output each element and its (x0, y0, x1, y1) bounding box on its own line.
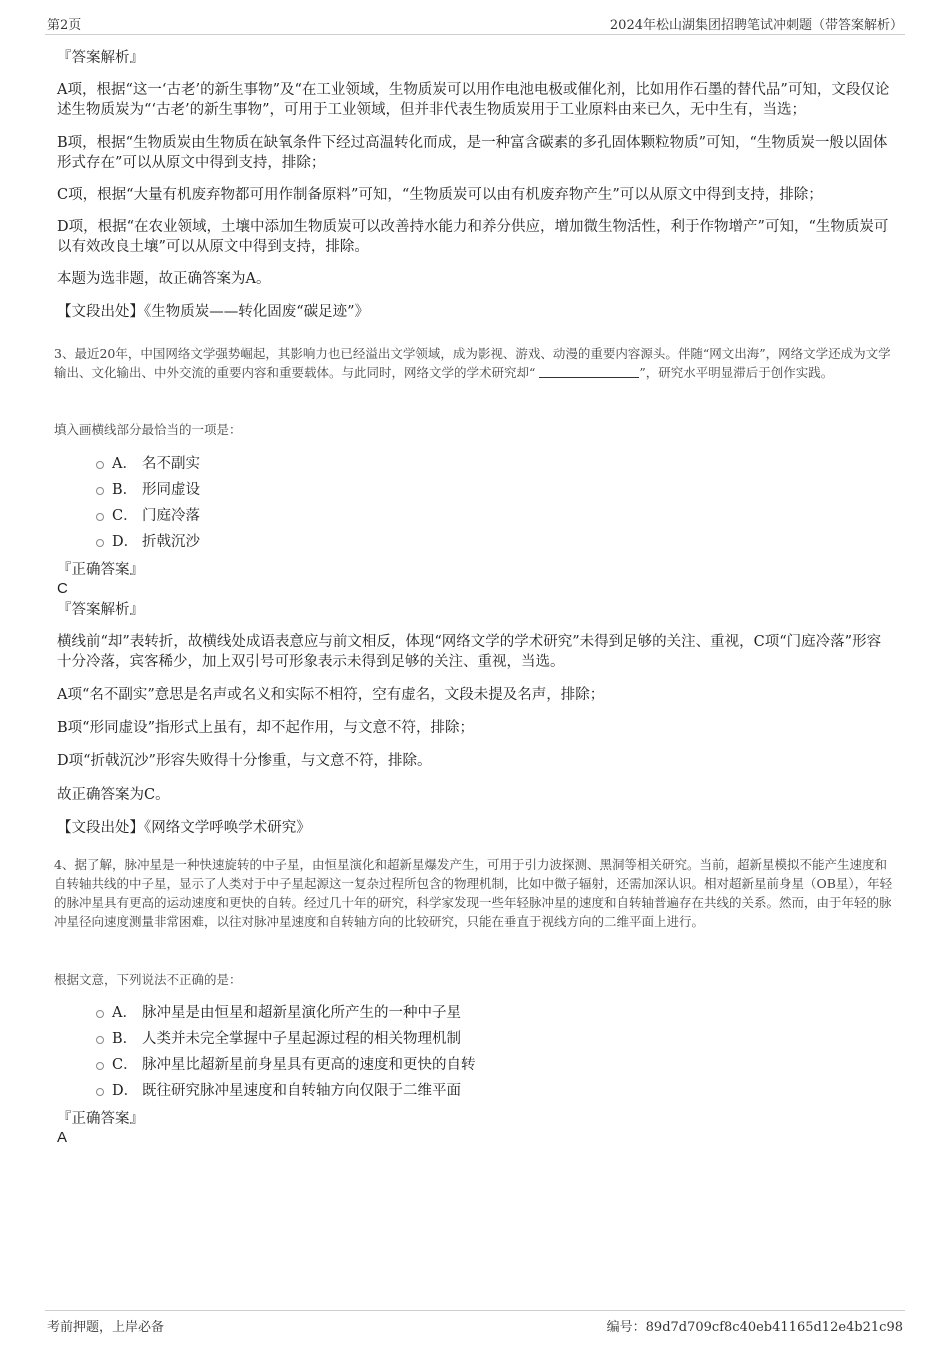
option-letter: D． (112, 534, 139, 550)
q2-analysis-a: A项，根据“这一‘古老’的新生事物”及“在工业领域，生物质炭可以用作电池电极或催化剂，比如用作石墨的替代品”可知，文段仅论述生物质炭为“‘古老’的新生事物”，可用于工业领域，但并非代表生物质炭用于工业原料由来已久，无中生有，当选； (57, 82, 890, 118)
option-letter: D． (112, 1083, 139, 1099)
q4-option-b[interactable] (96, 1029, 461, 1049)
q4-stem: 4、据了解，脉冲星是一种快速旋转的中子星，由恒星演化和超新星爆发产生，可用于引力波探测、黑洞等相关研究。当前，超新星模拟不能产生速度和自转轴共线的中子星，显示了人类对于中子星起源这一复杂过程所包含的物理机制，比如中微子辐射，还需加深认识。相对超新星前身星（OB星），年轻的脉冲星具有更高的运动速度和更快的自转。经过几十年的研究，科学家发现一些年轻脉冲星的速度和自转轴普遍存在共线的关系。然而，由于年轻的脉冲星径向速度测量非常困难，以往对脉冲星速度和自转轴方向的比较研究，只能在垂直于视线方向的二维平面上进行。 (54, 857, 893, 929)
option-letter: C． (112, 508, 138, 524)
page-number: 第2页 (47, 18, 82, 33)
q2-analysis-tag: 『答案解析』 (57, 50, 144, 66)
radio-icon[interactable] (96, 513, 104, 521)
q4-answer: A (57, 1129, 68, 1146)
q2-conclusion: 本题为选非题，故正确答案为A。 (57, 271, 271, 287)
document-title: 2024年松山湖集团招聘笔试冲刺题（带答案解析） (609, 18, 903, 33)
option-text: 脉冲星是由恒星和超新星演化所产生的一种中子星 (142, 1005, 461, 1021)
option-text: 折戟沉沙 (142, 534, 200, 550)
q3-option-b[interactable] (96, 480, 200, 500)
option-letter: B． (112, 1031, 138, 1047)
q3-analysis-d: D项“折戟沉沙”形容失败得十分惨重，与文意不符，排除。 (57, 753, 432, 769)
q2-source: 【文段出处】《生物质炭——转化固废“碳足迹”》 (57, 304, 370, 320)
option-letter: C． (112, 1057, 138, 1073)
q2-analysis-d: D项，根据“在农业领域，土壤中添加生物质炭可以改善持水能力和养分供应，增加微生物活性，利于作物增产”可知，“生物质炭可以有效改良土壤”可以从原文中得到支持，排除。 (57, 219, 889, 255)
q3-stem-before: 3、最近20年，中国网络文学强势崛起，其影响力也已经溢出文学领域，成为影视、游戏、动漫的重要内容源头。伴随“网文出海”，网络文学还成为文学输出、文化输出、中外交流的重要内容和重要载体。与此同时，网络文学的学术研究却“ (54, 346, 891, 380)
option-text: 名不副实 (142, 456, 200, 472)
option-text: 脉冲星比超新星前身星具有更高的速度和更快的自转 (142, 1057, 476, 1073)
page-header (45, 14, 905, 35)
radio-icon[interactable] (96, 487, 104, 495)
q3-analysis-tag: 『答案解析』 (57, 602, 144, 618)
radio-icon[interactable] (96, 539, 104, 547)
radio-icon[interactable] (96, 1062, 104, 1070)
q3-prompt: 填入画横线部分最恰当的一项是： (54, 422, 242, 437)
q3-stem (54, 344, 898, 382)
q3-option-c[interactable] (96, 506, 200, 526)
q4-answer-tag: 『正确答案』 (57, 1111, 144, 1127)
option-text: 门庭冷落 (142, 508, 200, 524)
q4-prompt: 根据文意，下列说法不正确的是： (54, 972, 242, 987)
q3-option-d[interactable] (96, 532, 200, 552)
page-footer (45, 1310, 905, 1335)
q2-analysis-c: C项，根据“大量有机废弃物都可用作制备原料”可知，“生物质炭可以由有机废弃物产生”可以从原文中得到支持，排除； (57, 187, 823, 203)
q4-option-a[interactable] (96, 1003, 461, 1023)
footer-serial: 编号：89d7d709cf8c40eb41165d12e4b21c98 (606, 1320, 903, 1335)
q3-analysis-b: B项“形同虚设”指形式上虽有，却不起作用，与文意不符，排除； (57, 720, 474, 736)
q4-option-c[interactable] (96, 1055, 476, 1075)
q3-analysis-main: 横线前“却”表转折，故横线处成语表意应与前文相反，体现“网络文学的学术研究”未得到足够的关注、重视，C项“门庭冷落”形容十分冷落，宾客稀少，加上双引号可形象表示未得到足够的关注、重视，当选。 (57, 634, 882, 670)
option-text: 形同虚设 (142, 482, 200, 498)
q3-option-a[interactable] (96, 454, 200, 474)
answer-blank (539, 365, 639, 378)
option-letter: B． (112, 482, 138, 498)
footer-slogan: 考前押题，上岸必备 (47, 1320, 165, 1335)
q3-answer-tag: 『正确答案』 (57, 562, 144, 578)
option-text: 人类并未完全掌握中子星起源过程的相关物理机制 (142, 1031, 461, 1047)
radio-icon[interactable] (96, 1010, 104, 1018)
option-letter: A． (112, 456, 137, 472)
radio-icon[interactable] (96, 1088, 104, 1096)
option-letter: A． (112, 1005, 137, 1021)
q3-conclusion: 故正确答案为C。 (57, 787, 170, 803)
option-text: 既往研究脉冲星速度和自转轴方向仅限于二维平面 (142, 1083, 461, 1099)
radio-icon[interactable] (96, 461, 104, 469)
q4-option-d[interactable] (96, 1081, 461, 1101)
q3-stem-after: ”，研究水平明显滞后于创作实践。 (639, 365, 834, 380)
q2-analysis-b: B项，根据“生物质炭由生物质在缺氧条件下经过高温转化而成，是一种富含碳素的多孔固体颗粒物质”可知，“生物质炭一般以固体形式存在”可以从原文中得到支持，排除； (57, 135, 888, 171)
radio-icon[interactable] (96, 1036, 104, 1044)
q3-source: 【文段出处】《网络文学呼唤学术研究》 (57, 820, 311, 836)
q3-analysis-a: A项“名不副实”意思是名声或名义和实际不相符，空有虚名，文段未提及名声，排除； (57, 687, 605, 703)
q3-answer: C (57, 580, 68, 597)
